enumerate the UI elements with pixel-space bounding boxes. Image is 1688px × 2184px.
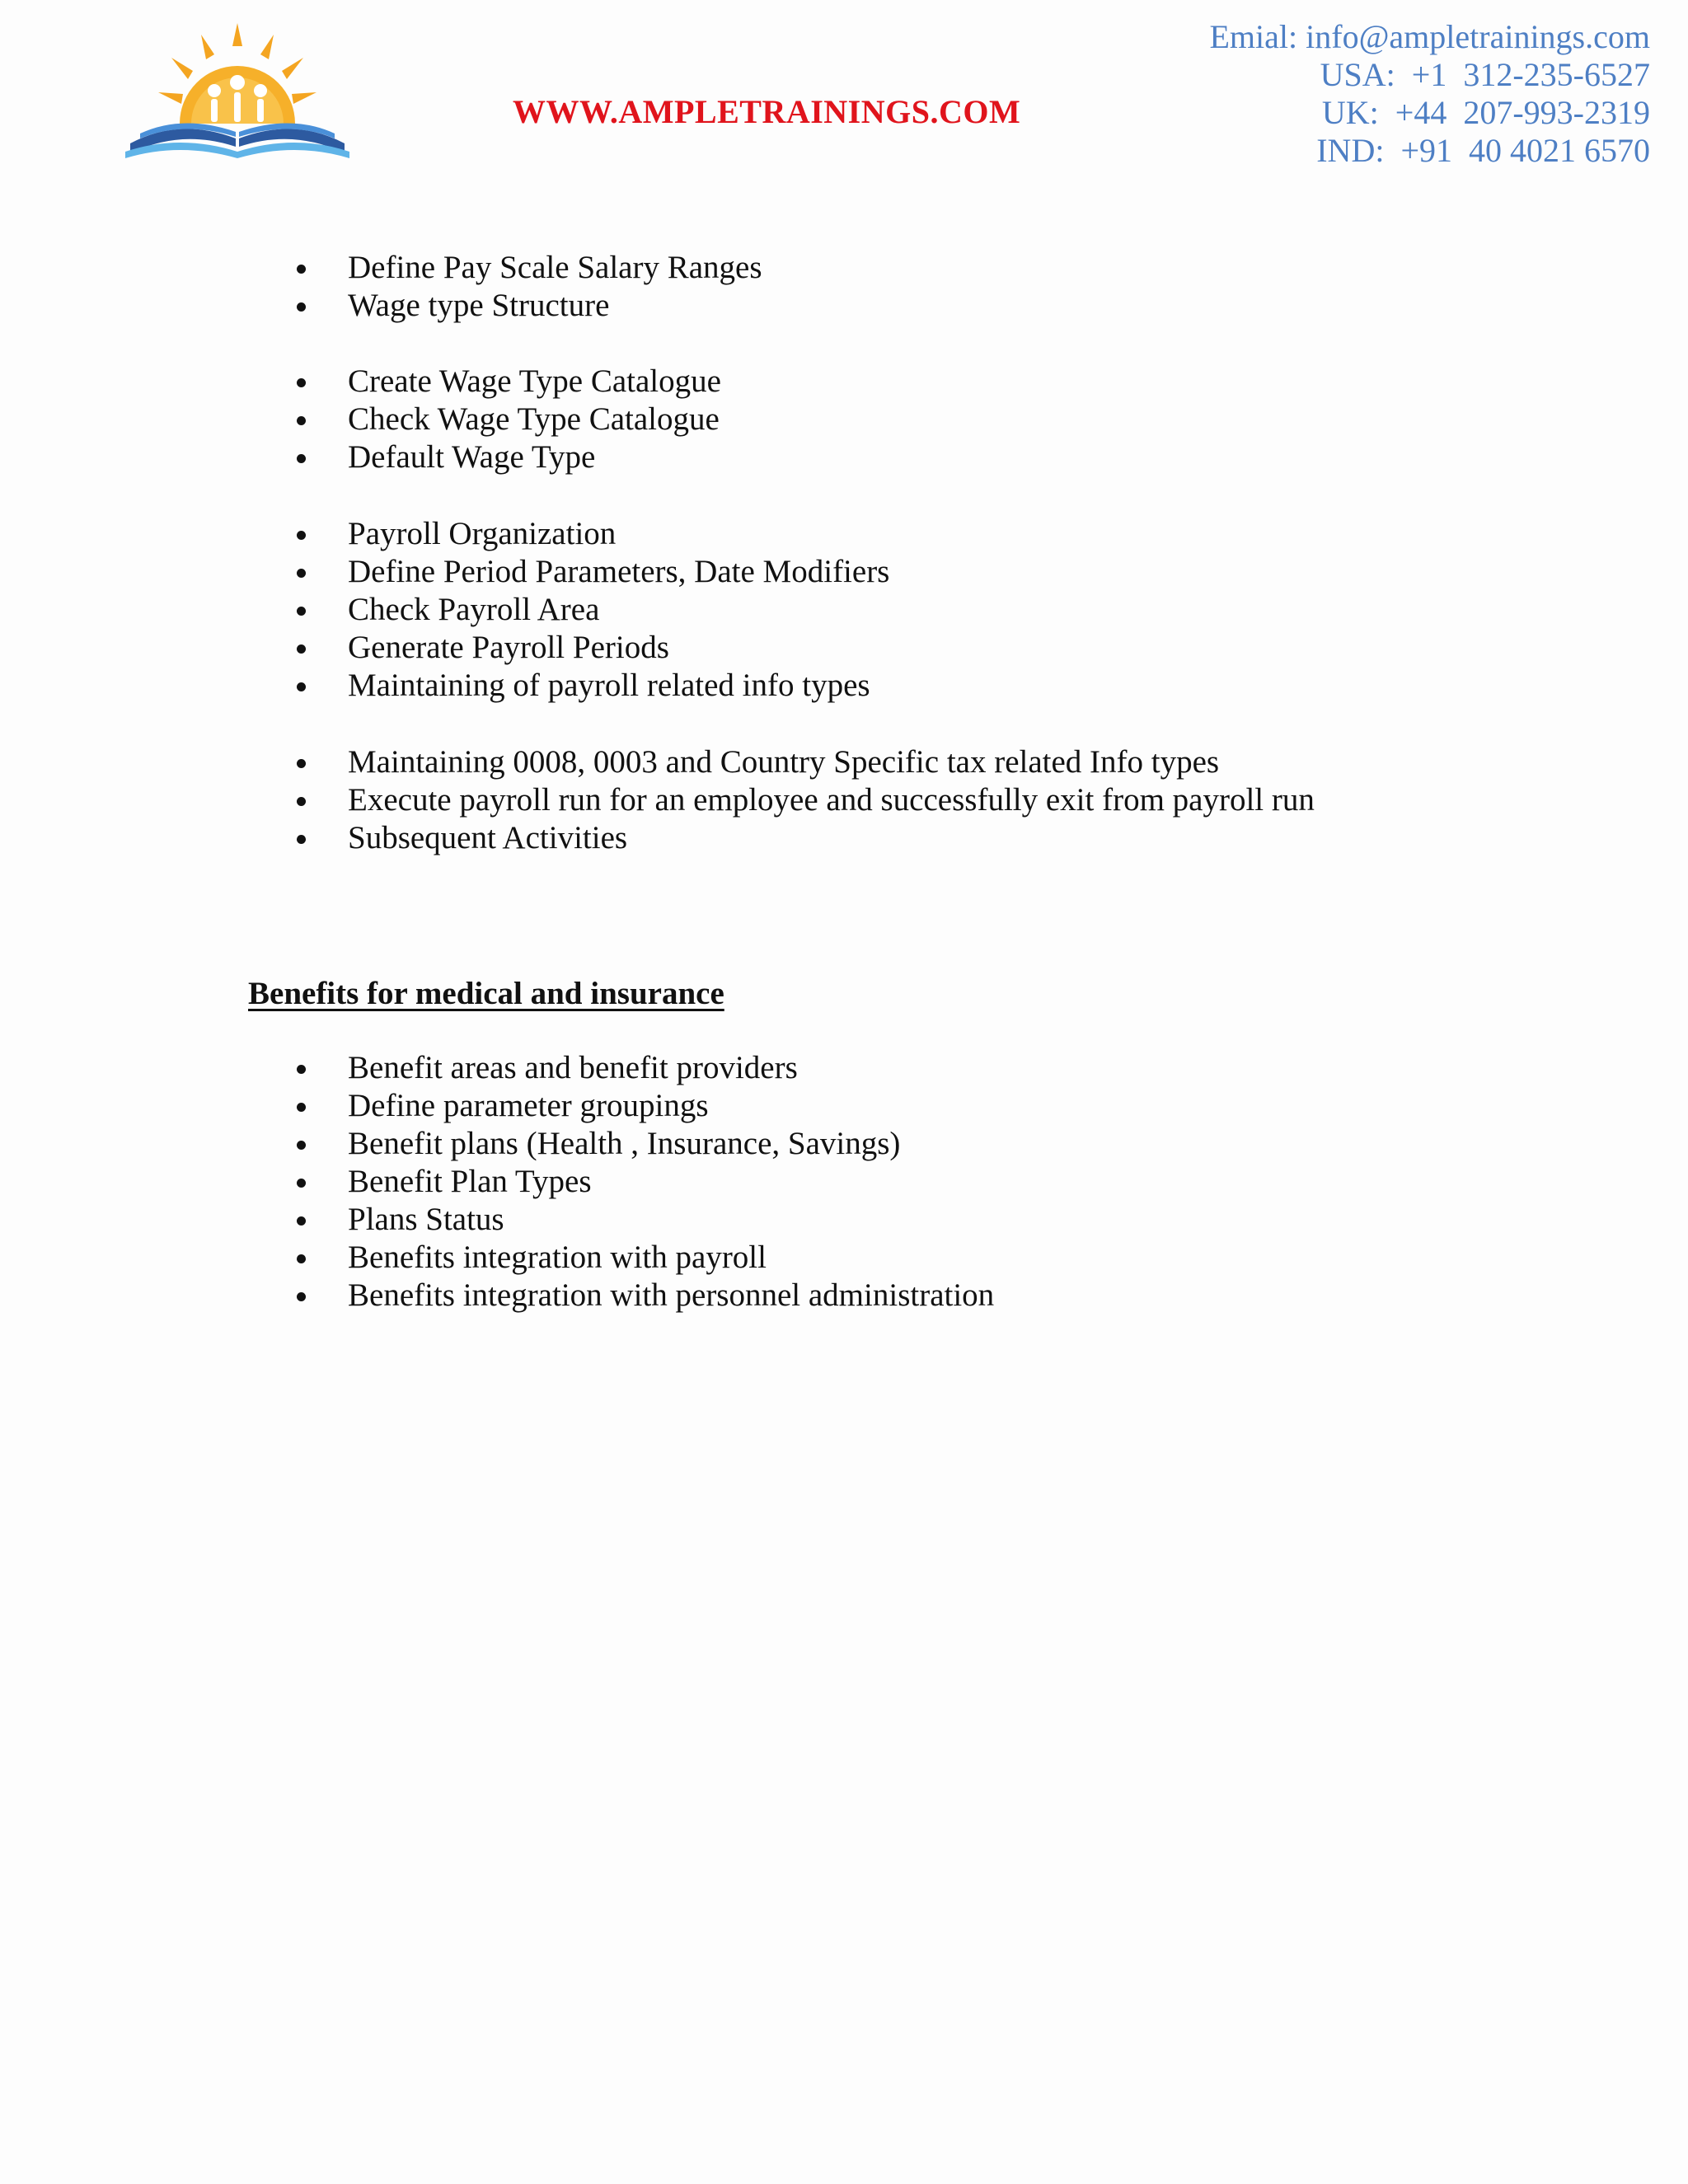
list-item <box>0 401 721 438</box>
list-item <box>0 363 721 401</box>
list-item-text: Check Wage Type Catalogue <box>348 401 720 437</box>
contact-info <box>1210 18 1651 170</box>
list-item-text: Create Wage Type Catalogue <box>348 363 721 399</box>
list-item-text: Generate Payroll Periods <box>348 630 669 665</box>
list-item <box>0 591 889 629</box>
bullet-icon <box>297 378 306 387</box>
list-item-text: Wage type Structure <box>348 288 610 323</box>
list-item-text: Benefits integration with payroll <box>348 1240 767 1275</box>
list-item-text: Benefit Plan Types <box>348 1164 592 1199</box>
list-item-text: Benefit plans (Health , Insurance, Savings) <box>348 1126 901 1161</box>
bullet-icon <box>297 1141 306 1150</box>
sun-book-logo-icon <box>122 18 353 158</box>
bullet-list-pay-scale <box>0 249 762 325</box>
list-item-text: Default Wage Type <box>348 439 596 475</box>
list-item <box>0 743 1315 781</box>
list-item <box>0 819 1315 857</box>
bullet-icon <box>297 1254 306 1263</box>
list-item <box>0 667 889 705</box>
bullet-icon <box>297 759 306 768</box>
contact-phone-usa: USA: +1 312-235-6527 <box>1320 56 1650 93</box>
list-item-text: Maintaining 0008, 0003 and Country Specific tax related Info types <box>348 744 1220 780</box>
list-item-text: Maintaining of payroll related info types <box>348 668 870 703</box>
list-item-text: Check Payroll Area <box>348 592 600 627</box>
list-item <box>0 1087 994 1125</box>
list-item-text: Benefits integration with personnel administration <box>348 1277 995 1313</box>
list-item-text: Payroll Organization <box>348 516 617 551</box>
list-item <box>0 438 721 476</box>
bullet-icon <box>297 1065 306 1074</box>
list-item <box>0 629 889 667</box>
list-item <box>0 249 762 287</box>
list-item-text: Plans Status <box>348 1202 504 1237</box>
list-item <box>0 1239 994 1277</box>
bullet-icon <box>297 416 306 425</box>
bullet-icon <box>297 835 306 844</box>
bullet-icon <box>297 1292 306 1301</box>
bullet-icon <box>297 454 306 463</box>
list-item <box>0 1277 994 1315</box>
list-item <box>0 515 889 553</box>
contact-email[interactable]: Emial: info@ampletrainings.com <box>1209 18 1650 55</box>
bullet-list-benefits <box>0 1049 994 1315</box>
ampletrainings-logo <box>122 18 353 158</box>
list-item-text: Define Period Parameters, Date Modifiers <box>348 554 890 589</box>
list-item-text: Define Pay Scale Salary Ranges <box>348 250 762 285</box>
list-item <box>0 781 1315 819</box>
bullet-icon <box>297 1179 306 1188</box>
section-heading-benefits: Benefits for medical and insurance <box>248 976 724 1011</box>
list-item <box>0 1049 994 1087</box>
list-item-text: Execute payroll run for an employee and successfully exit from payroll run <box>348 782 1315 818</box>
bullet-icon <box>297 569 306 578</box>
list-item-text: Benefit areas and benefit providers <box>348 1050 798 1085</box>
list-item <box>0 553 889 591</box>
bullet-icon <box>297 797 306 806</box>
bullet-icon <box>297 302 306 312</box>
list-item <box>0 287 762 325</box>
bullet-list-payroll-organization <box>0 515 889 705</box>
bullet-icon <box>297 1103 306 1112</box>
website-url[interactable]: WWW.AMPLETRAININGS.COM <box>513 93 1021 130</box>
list-item <box>0 1201 994 1239</box>
contact-phone-uk: UK: +44 207-993-2319 <box>1321 94 1650 131</box>
list-item-text: Define parameter groupings <box>348 1088 709 1123</box>
contact-phone-ind: IND: +91 40 4021 6570 <box>1316 132 1650 169</box>
bullet-icon <box>297 1216 306 1226</box>
bullet-list-wage-type <box>0 363 721 476</box>
bullet-icon <box>297 607 306 616</box>
list-item-text: Subsequent Activities <box>348 820 628 855</box>
bullet-list-payroll-run <box>0 743 1315 857</box>
bullet-icon <box>297 265 306 274</box>
bullet-icon <box>297 531 306 540</box>
bullet-icon <box>297 682 306 691</box>
bullet-icon <box>297 644 306 654</box>
list-item <box>0 1163 994 1201</box>
list-item <box>0 1125 994 1163</box>
